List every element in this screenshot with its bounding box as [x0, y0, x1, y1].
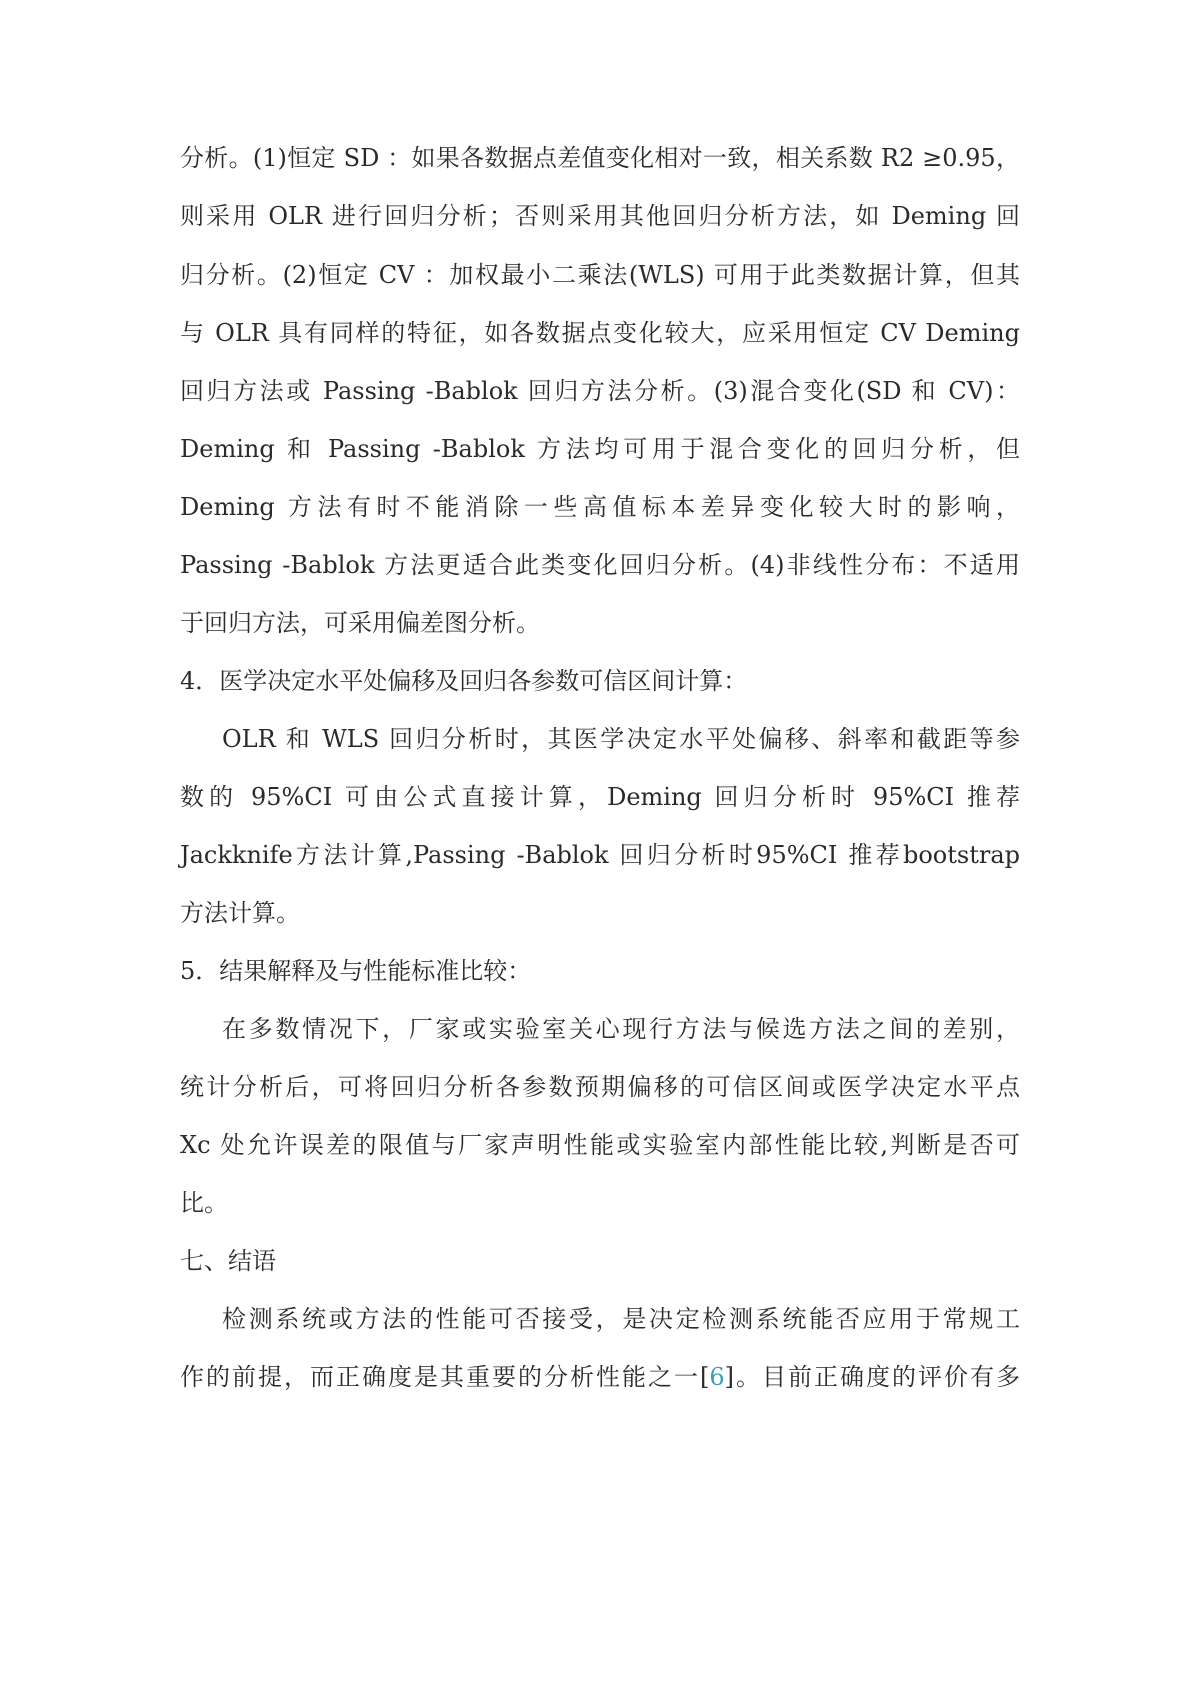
paragraph-line: OLR 和 WLS 回归分析时，其医学决定水平处偏移、斜率和截距等参 [222, 725, 1020, 753]
paragraph-line: 在多数情况下，厂家或实验室关心现行方法与候选方法之间的差别， [222, 1015, 1020, 1043]
section-heading: 4．医学决定水平处偏移及回归各参数可信区间计算： [180, 667, 748, 695]
paragraph-line: 回归方法或 Passing -Bablok 回归方法分析。(3)混合变化(SD 和 CV)： [180, 377, 1020, 405]
citation-close: ] [724, 1363, 735, 1391]
paragraph-line: 检测系统或方法的性能可否接受，是决定检测系统能否应用于常规工 [222, 1305, 1020, 1333]
citation-open: [ [699, 1363, 710, 1391]
paragraph-line: Passing -Bablok 方法更适合此类变化回归分析。(4)非线性分布：不适用 [180, 551, 1020, 579]
paragraph-text: 作的前提，而正确度是其重要的分析性能之一 [180, 1363, 700, 1391]
citation-link[interactable]: 6 [709, 1363, 725, 1391]
paragraph-line: 与 OLR 具有同样的特征，如各数据点变化较大，应采用恒定 CV Deming [180, 319, 1020, 347]
paragraph-text-tail: 。目前正确度的评价有多 [734, 1363, 1021, 1391]
paragraph-line: Jackknife方法计算,Passing -Bablok 回归分析时95%CI 推荐bootstrap [180, 841, 1020, 869]
paragraph-line: Xc 处允许误差的限值与厂家声明性能或实验室内部性能比较,判断是否可 [180, 1131, 1020, 1159]
paragraph-line-with-citation [180, 1362, 1020, 1392]
paragraph-line: 比。 [180, 1189, 228, 1217]
paragraph-line: 统计分析后，可将回归分析各参数预期偏移的可信区间或医学决定水平点 [180, 1073, 1020, 1101]
paragraph-line: 于回归方法，可采用偏差图分析。 [180, 609, 540, 637]
section-heading: 七、结语 [180, 1247, 276, 1275]
paragraph-line: Deming 方法有时不能消除一些高值标本差异变化较大时的影响， [180, 493, 1020, 521]
paragraph-line: 分析。(1)恒定 SD ：如果各数据点差值变化相对一致，相关系数 R2 ≥0.95， [180, 144, 1020, 172]
paragraph-line: 则采用 OLR 进行回归分析；否则采用其他回归分析方法，如 Deming 回 [180, 202, 1020, 230]
paragraph-line: Deming 和 Passing -Bablok 方法均可用于混合变化的回归分析，但 [180, 435, 1020, 463]
section-heading: 5．结果解释及与性能标准比较： [180, 957, 532, 985]
paragraph-line: 归分析。(2)恒定 CV ：加权最小二乘法(WLS) 可用于此类数据计算，但其 [180, 261, 1020, 289]
paragraph-line: 数的 95%CI 可由公式直接计算，Deming 回归分析时 95%CI 推荐 [180, 783, 1020, 811]
paragraph-line: 方法计算。 [180, 899, 300, 927]
